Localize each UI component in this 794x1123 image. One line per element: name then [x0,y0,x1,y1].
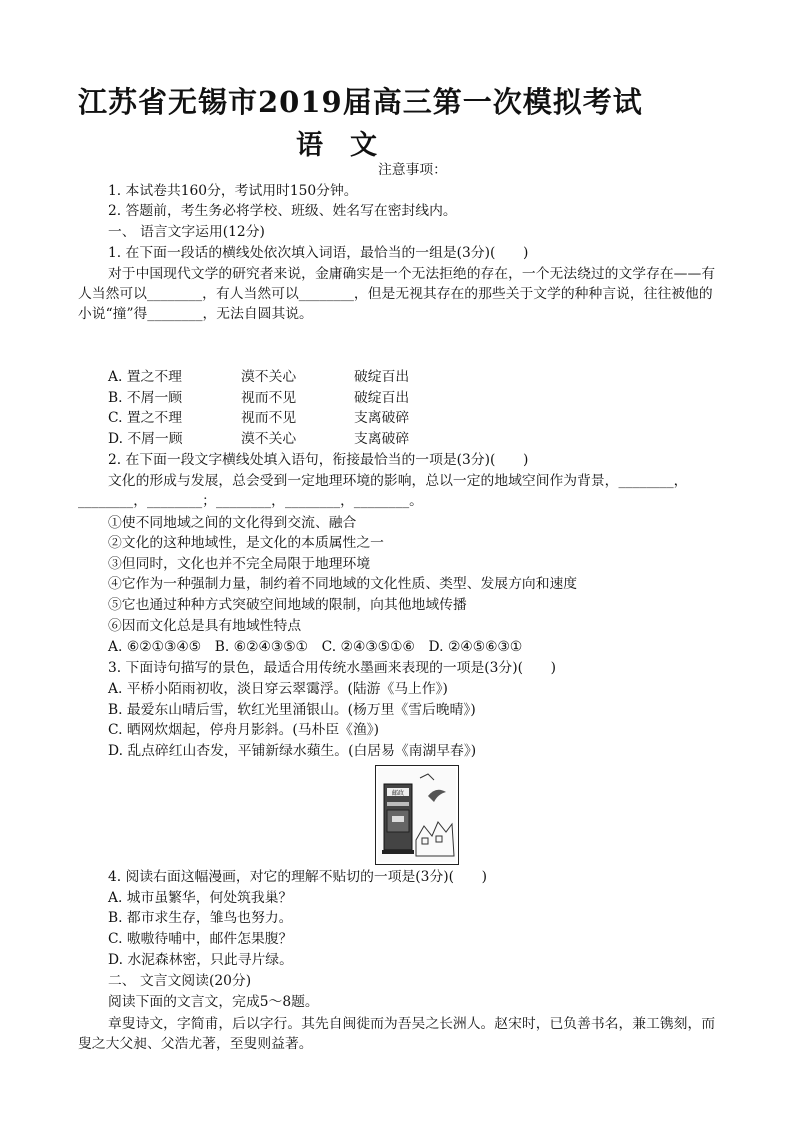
option-row: D. 不屑一顾 漠不关心 支离破碎 [108,431,410,447]
option-row: A. 城市虽繁华，何处筑我巢？ [108,890,293,906]
option-row: B. 都市求生存，雏鸟也努力。 [108,910,293,926]
question-stem: 1. 在下面一段话的横线处依次填入词语，最恰当的一组是(3分)( ) [108,245,529,261]
sentence-item: ④它作为一种强制力量，制约着不同地域的文化性质、类型、发展方向和速度 [108,576,578,592]
sentence-item: ③但同时，文化也并不完全局限于地理环境 [108,556,371,572]
question-passage: 对于中国现代文学的研究者来说，金庸确实是一个无法拒绝的存在，一个无法绕过的文学存在——有人当然可以________，有人当然可以________，但是无视其存在的那些关于文学的种种言说，往往被他的小说“撞”得________，无法自圆其说。 [78,266,716,322]
option-row: A. ⑥②①③④⑤ B. ⑥②④③⑤① C. ②④③⑤①⑥ D. ②④⑤⑥③① [108,639,523,655]
sentence-item: ①使不同地域之间的文化得到交流、融合 [108,515,357,531]
notice-item: 2. 答题前，考生务必将学校、班级、姓名写在密封线内。 [108,203,457,219]
section-heading: 二、 文言文阅读(20分) [108,973,252,989]
section-heading: 一、 语言文字运用(12分) [108,224,265,240]
subject-title: 语 文 [296,130,377,161]
option-row: B. 最爱东山晴后雪，软红光里涌银山。(杨万里《雪后晚晴》) [108,702,476,718]
sentence-item: ⑤它也通过种种方式突破空间地域的限制，向其他地域传播 [108,597,467,613]
option-row: A. 平桥小陌雨初收，淡日穿云翠霭浮。(陆游《马上作》) [108,681,448,697]
cartoon-drawing [376,766,458,864]
sentence-item: ⑥因而文化总是具有地域性特点 [108,618,302,634]
question-stem: 2. 在下面一段文字横线处填入语句，衔接最恰当的一项是(3分)( ) [108,452,529,468]
question-stem: 4. 阅读右面这幅漫画，对它的理解不贴切的一项是(3分)( ) [108,869,487,885]
option-row: C. 置之不理 视而不见 支离破碎 [108,410,410,426]
cartoon-sign: 邮政 [391,790,405,797]
option-row: D. 乱点碎红山杏发，平铺新绿水蘋生。(白居易《南湖早春》) [108,743,477,759]
cartoon-image [375,765,459,865]
question-stem: 3. 下面诗句描写的景色，最适合用传统水墨画来表现的一项是(3分)( ) [108,660,556,676]
option-row: C. 嗷嗷待哺中，邮件怎果腹？ [108,931,293,947]
option-row: B. 不屑一顾 视而不见 破绽百出 [108,390,410,406]
option-row: A. 置之不理 漠不关心 破绽百出 [108,369,410,385]
question-passage: 文化的形成与发展，总会受到一定地理环境的影响，总以一定的地域空间作为背景，________，________，________；________，________，________。 [78,473,688,509]
notice-item: 1. 本试卷共160分，考试用时150分钟。 [108,183,358,199]
notice-heading: 注意事项： [378,162,447,178]
option-row: C. 晒网炊烟起，停舟月影斜。(马朴臣《渔》) [108,722,380,738]
reading-intro: 阅读下面的文言文，完成5～8题。 [108,994,319,1010]
exam-title: 江苏省无锡市2019届高三第一次模拟考试 [78,85,643,119]
option-row: D. 水泥森林密，只此寻片绿。 [108,952,293,968]
classical-passage: 章叟诗文，字简甫，后以字行。其先自闽徙而为吾吴之长洲人。赵宋时，已负善书名，兼工镌刻，而叟之大父昶、父浩尤著，至叟则益著。 [78,1016,716,1052]
sentence-item: ②文化的这种地域性，是文化的本质属性之一 [108,535,384,551]
